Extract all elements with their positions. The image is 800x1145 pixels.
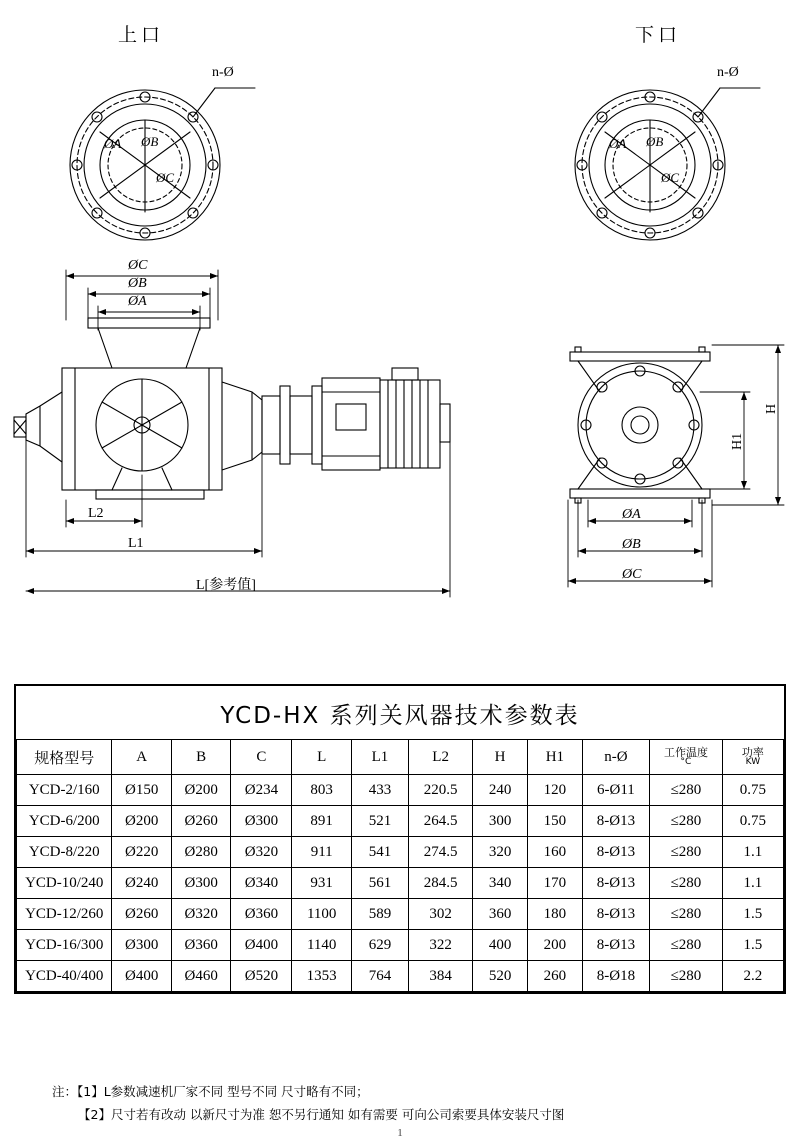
note-line-1: 注：【1】L参数减速机厂家不同 型号不同 尺寸略有不同；	[52, 1084, 369, 1099]
col-header-h1: H1	[527, 740, 582, 775]
front-view-phi-a-dim: ØA	[128, 294, 147, 309]
cell-l1: 764	[351, 961, 408, 992]
cell-h1: 120	[527, 775, 582, 806]
col-header-a: A	[112, 740, 171, 775]
cell-h: 240	[473, 775, 528, 806]
col-header-c: C	[231, 740, 292, 775]
cell-model: YCD-2/160	[17, 775, 112, 806]
cell-l: 1353	[292, 961, 351, 992]
cell-c: Ø400	[231, 930, 292, 961]
cell-b: Ø320	[171, 899, 230, 930]
cell-model: YCD-10/240	[17, 868, 112, 899]
col-header-power	[722, 740, 783, 775]
cell-c: Ø340	[231, 868, 292, 899]
cell-n-phi: 8-Ø13	[582, 899, 649, 930]
cell-n-phi: 6-Ø11	[582, 775, 649, 806]
side-view-phi-b-dim: ØB	[622, 537, 641, 552]
cell-h1: 170	[527, 868, 582, 899]
cell-n-phi: 8-Ø18	[582, 961, 649, 992]
col-header-b: B	[171, 740, 230, 775]
col-header-l: L	[292, 740, 351, 775]
cell-l1: 541	[351, 837, 408, 868]
cell-a: Ø240	[112, 868, 171, 899]
table-row	[17, 868, 784, 899]
cell-l1: 433	[351, 775, 408, 806]
cell-b: Ø360	[171, 930, 230, 961]
col-header-n-phi: n-Ø	[582, 740, 649, 775]
cell-c: Ø300	[231, 806, 292, 837]
cell-model: YCD-16/300	[17, 930, 112, 961]
top-view-phi-c-label: ØC	[156, 170, 175, 185]
top-view-phi-b-label: ØB	[141, 134, 159, 149]
table-row	[17, 775, 784, 806]
col-header-model: 规格型号	[17, 740, 112, 775]
cell-l1: 629	[351, 930, 408, 961]
side-view-h1-dim: H1	[730, 432, 745, 450]
col-header-working-temperature	[650, 740, 723, 775]
col-header-l1: L1	[351, 740, 408, 775]
side-view-phi-a-dim: ØA	[622, 507, 641, 522]
cell-l1: 589	[351, 899, 408, 930]
front-view-l-dim: L[参考值]	[196, 578, 256, 593]
cell-c: Ø320	[231, 837, 292, 868]
bottom-outlet-flange-view	[575, 88, 760, 240]
cell-l: 911	[292, 837, 351, 868]
bottom-view-phi-b-label: ØB	[646, 134, 664, 149]
cell-c: Ø234	[231, 775, 292, 806]
cell-l: 1100	[292, 899, 351, 930]
cell-l2: 302	[409, 899, 473, 930]
table-row	[17, 806, 784, 837]
cell-model: YCD-40/400	[17, 961, 112, 992]
cell-h1: 200	[527, 930, 582, 961]
col-header-h: H	[473, 740, 528, 775]
col-header-temp-line1: 工作温度	[663, 745, 708, 759]
col-header-temp-line2: °C	[680, 757, 692, 768]
cell-l2: 274.5	[409, 837, 473, 868]
cell-h: 300	[473, 806, 528, 837]
cell-b: Ø260	[171, 806, 230, 837]
front-view-l2-dim: L2	[88, 506, 104, 521]
cell-power: 0.75	[722, 806, 783, 837]
cell-temperature: ≤280	[650, 930, 723, 961]
front-view-phi-b-dim: ØB	[128, 276, 147, 291]
bottom-view-n-phi-callout: n-Ø	[717, 65, 739, 80]
cell-l1: 561	[351, 868, 408, 899]
cell-c: Ø520	[231, 961, 292, 992]
top-view-phi-a-label: ØA	[104, 136, 122, 151]
cell-b: Ø460	[171, 961, 230, 992]
top-view-n-phi-callout: n-Ø	[212, 65, 234, 80]
bottom-outlet-view-label: 下口	[635, 24, 682, 46]
cell-a: Ø400	[112, 961, 171, 992]
side-view-phi-c-dim: ØC	[622, 567, 642, 582]
cell-h: 520	[473, 961, 528, 992]
cell-h1: 180	[527, 899, 582, 930]
cell-n-phi: 8-Ø13	[582, 837, 649, 868]
top-inlet-flange-view	[70, 88, 255, 240]
spec-table	[16, 739, 784, 992]
cell-l2: 220.5	[409, 775, 473, 806]
cell-power: 1.5	[722, 899, 783, 930]
cell-h: 360	[473, 899, 528, 930]
cell-b: Ø200	[171, 775, 230, 806]
cell-model: YCD-12/260	[17, 899, 112, 930]
cell-n-phi: 8-Ø13	[582, 806, 649, 837]
notes-block	[52, 1080, 564, 1126]
cell-b: Ø280	[171, 837, 230, 868]
cell-c: Ø360	[231, 899, 292, 930]
table-row	[17, 899, 784, 930]
cell-temperature: ≤280	[650, 775, 723, 806]
table-header-row	[17, 740, 784, 775]
bottom-view-phi-a-label: ØA	[609, 136, 627, 151]
cell-n-phi: 8-Ø13	[582, 868, 649, 899]
cell-model: YCD-6/200	[17, 806, 112, 837]
cell-a: Ø300	[112, 930, 171, 961]
top-inlet-view-label: 上口	[118, 24, 165, 46]
cell-l2: 384	[409, 961, 473, 992]
cell-h1: 160	[527, 837, 582, 868]
spec-table-title: YCD-HX 系列关风器技术参数表	[220, 703, 580, 729]
cell-power: 0.75	[722, 775, 783, 806]
bottom-view-phi-c-label: ØC	[661, 170, 680, 185]
spec-table-container	[14, 684, 786, 994]
cell-temperature: ≤280	[650, 899, 723, 930]
cell-n-phi: 8-Ø13	[582, 930, 649, 961]
front-view-phi-c-dim: ØC	[128, 258, 148, 273]
side-elevation-view	[570, 347, 710, 503]
table-row	[17, 837, 784, 868]
side-view-dimensions	[568, 345, 784, 587]
cell-power: 1.5	[722, 930, 783, 961]
col-header-power-line1: 功率	[741, 745, 764, 759]
cell-a: Ø220	[112, 837, 171, 868]
page-number: 1	[397, 1127, 403, 1139]
cell-l1: 521	[351, 806, 408, 837]
cell-h: 340	[473, 868, 528, 899]
cell-h1: 260	[527, 961, 582, 992]
cell-l: 803	[292, 775, 351, 806]
side-view-h-dim: H	[764, 403, 779, 414]
cell-power: 1.1	[722, 868, 783, 899]
cell-l2: 322	[409, 930, 473, 961]
cell-a: Ø200	[112, 806, 171, 837]
cell-temperature: ≤280	[650, 961, 723, 992]
cell-l: 891	[292, 806, 351, 837]
cell-l: 931	[292, 868, 351, 899]
col-header-power-line2: KW	[745, 757, 761, 768]
table-row	[17, 930, 784, 961]
cell-model: YCD-8/220	[17, 837, 112, 868]
cell-temperature: ≤280	[650, 837, 723, 868]
cell-h: 320	[473, 837, 528, 868]
table-row	[17, 961, 784, 992]
cell-l2: 284.5	[409, 868, 473, 899]
cell-temperature: ≤280	[650, 868, 723, 899]
cell-a: Ø150	[112, 775, 171, 806]
cell-h1: 150	[527, 806, 582, 837]
cell-power: 2.2	[722, 961, 783, 992]
front-view-l1-dim: L1	[128, 536, 144, 551]
cell-h: 400	[473, 930, 528, 961]
cell-b: Ø300	[171, 868, 230, 899]
front-view-dimensions	[26, 270, 450, 597]
note-line-2: 【2】尺寸若有改动 以新尺寸为准 恕不另行通知 如有需要 可向公司索要具体安装尺寸图	[78, 1107, 565, 1123]
cell-l2: 264.5	[409, 806, 473, 837]
front-elevation-view	[14, 318, 450, 499]
cell-temperature: ≤280	[650, 806, 723, 837]
cell-power: 1.1	[722, 837, 783, 868]
col-header-l2: L2	[409, 740, 473, 775]
cell-a: Ø260	[112, 899, 171, 930]
table-body	[17, 775, 784, 992]
cell-l: 1140	[292, 930, 351, 961]
